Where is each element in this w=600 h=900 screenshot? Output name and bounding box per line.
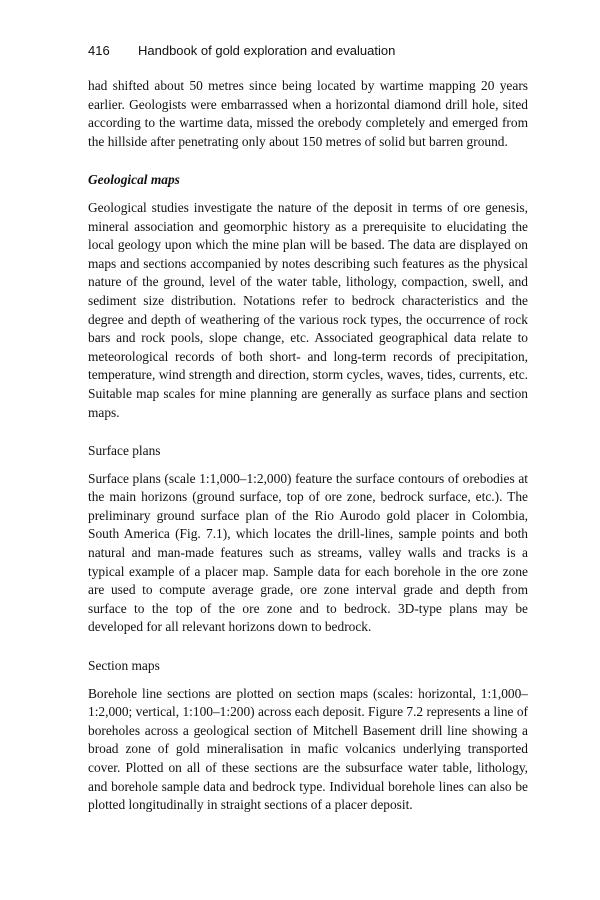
heading-section-maps: Section maps <box>88 658 160 674</box>
running-head <box>88 43 528 58</box>
paragraph-surface-plans: Surface plans (scale 1:1,000–1:2,000) feature the surface contours of orebodies at the main horizons (ground surface, top of ore zone, bedrock surface, etc.). The preliminary ground surface plan of the Rio Aurodo gold placer in Colombia, South America (Fig. 7.1), which locates the drill-lines, sample points and both natural and man-made features such as streams, valley walls and tracks is a typical example of a placer map. Sample data for each borehole in the ore zone are used to compute average grade, ore zone interval grade and depth from surface to the top of the ore zone and to bedrock. 3D-type plans may be developed for all relevant horizons down to bedrock. <box>88 470 528 635</box>
heading-surface-plans: Surface plans <box>88 443 161 459</box>
paragraph-geological-maps: Geological studies investigate the nature of the deposit in terms of ore genesis, mineral association and geomorphic history as a prerequisite to elucidating the local geology upon which the mine plan will be based. The data are displayed on maps and sections accompanied by notes describing such features as the physical nature of the ground, level of the water table, lithology, compaction, swell, and sediment size distribution. Notations refer to bedrock characteristics and the degree and depth of weathering of the various rock types, the occurrence of rock bars and rock pools, slope change, etc. Associated geographical data relate to meteorological records of both short- and long-term records of precipitation, temperature, wind strength and direction, storm cycles, waves, tides, currents, etc. Suitable map scales for mine planning are generally as surface plans and section maps. <box>88 199 528 420</box>
book-title: Handbook of gold exploration and evaluation <box>138 43 396 58</box>
page-body <box>88 77 528 815</box>
heading-geological-maps: Geological maps <box>88 172 180 188</box>
page-number: 416 <box>88 43 110 58</box>
paragraph-section-maps: Borehole line sections are plotted on section maps (scales: horizontal, 1:1,000– 1:2,000; vertical, 1:100–1:200) across each deposit. Figure 7.2 represents a line of boreholes across a geological section of Mitchell Basement drill line showing a broad zone of gold mineralisation in mafic volcanics underlying transported cover. Plotted on all of these sections are the subsurface water table, lithology, and borehole sample data and bedrock type. Individual borehole lines can also be plotted longitudinally in straight sections of a placer deposit. <box>88 685 528 813</box>
intro-paragraph: had shifted about 50 metres since being located by wartime mapping 20 years earlier. Geologists were embarrassed when a horizontal diamond drill hole, sited according to the wartime data, missed the orebody completely and emerged from the hillside after penetrating only about 150 metres of solid but barren ground. <box>88 78 528 149</box>
